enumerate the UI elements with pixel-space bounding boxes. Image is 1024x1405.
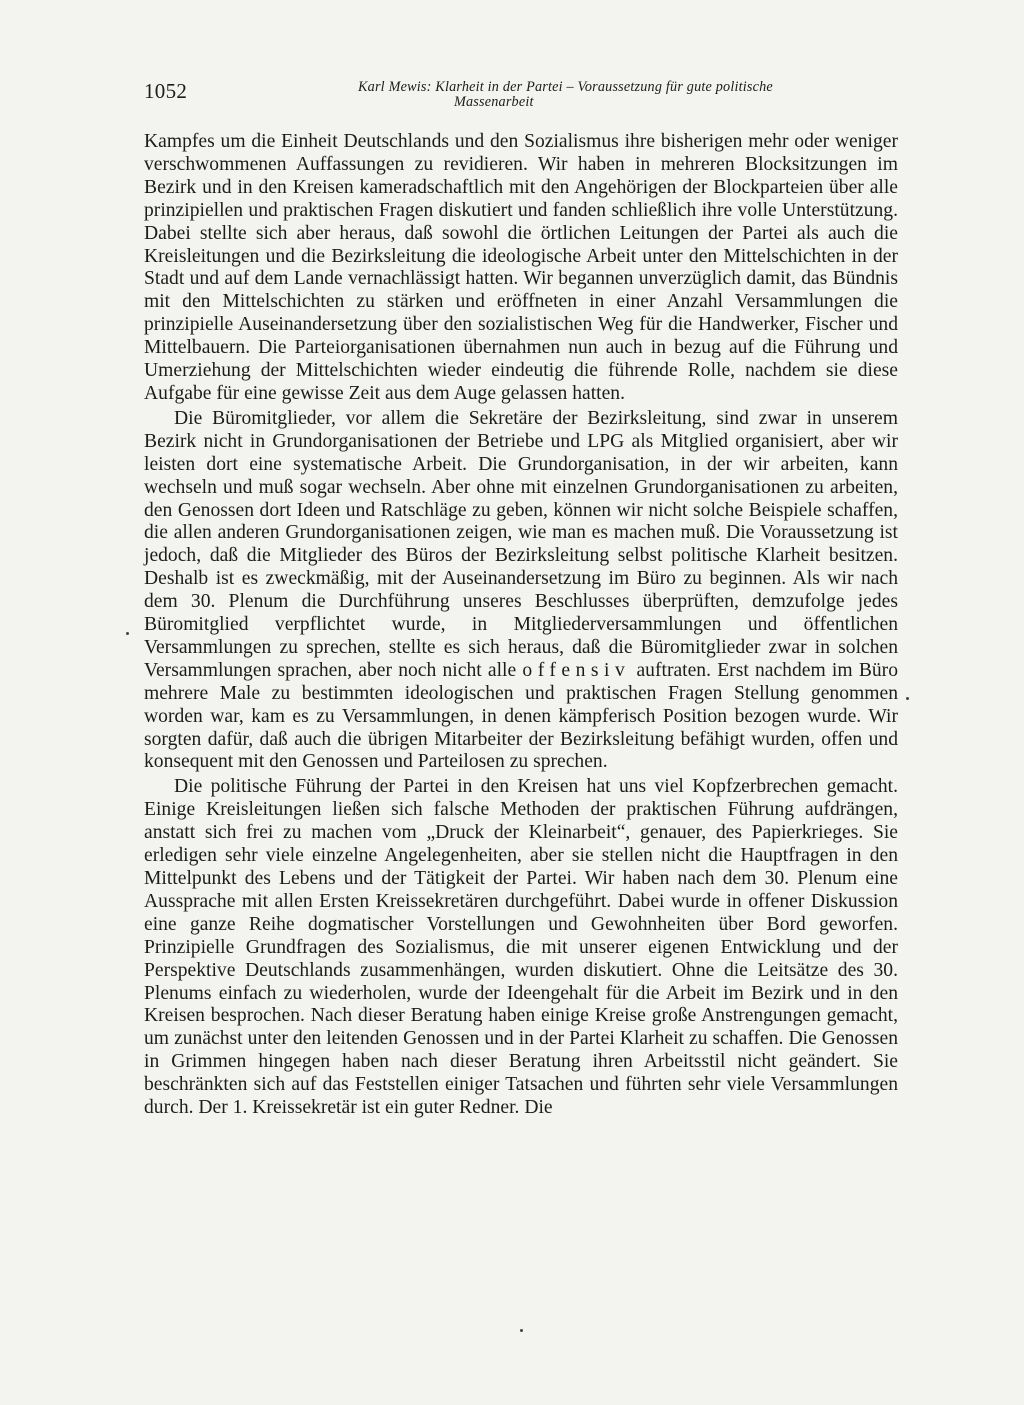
paragraph-3: Die politische Führung der Partei in den Kreisen hat uns viel Kopfzerbrechen gemacht. Einige Kreisleitungen ließen sich falsche Methoden der praktischen Führung aufdrängen, anstatt sich frei zu machen vom „Druck der Kleinarbeit“, genauer, des Papierkrieges. Sie erledigen sehr viele einzelne Angelegenheiten, aber sie stellen nicht die Hauptfragen in den Mittelpunkt des Lebens und der Tätigkeit der Partei. Wir haben nach dem 30. Plenum eine Aussprache mit allen Ersten Kreissekretären durchgeführt. Dabei wurde in offener Diskussion eine ganze Reihe dogmatischer Vorstellungen und Gewohnheiten über Bord geworfen. Prinzipielle Grundfragen des Sozialismus, die mit unserer eigenen Entwicklung und der Perspektive Deutschlands zusammenhängen, wurden diskutiert. Ohne die Leitsätze des 30. Plenums einfach zu wiederholen, wurde der Ideengehalt für die Arbeit im Bezirk und in den Kreisen besprochen. Nach dieser Beratung haben einige Kreise große Anstrengungen gemacht, um zunächst unter den leitenden Genossen und in der Partei Klarheit zu schaffen. Die Genossen in Grimmen hingegen haben nach dieser Beratung ihren Arbeitsstil nicht geändert. Sie beschränkten sich auf das Feststellen einiger Tatsachen und führten sehr viele Versammlungen durch. Der 1. Kreissekretär ist ein guter Redner. Die [144,776,898,1119]
running-head [358,80,898,110]
page-header [144,76,900,116]
running-head-line-1: Karl Mewis: Klarheit in der Partei – Voraussetzung für gute politische [358,79,773,95]
paragraph-2-after: auftraten. Erst nachdem im Büro mehrere Male zu bestimmten ideologischen und praktischen Fragen Stellung genommen worden war, kam es zu Versammlungen, in denen kämpferisch Position bezogen wurde. Wir sorgten dafür, daß auch die übrigen Mitarbeiter der Bezirksleitung befähigt wurden, offen und konsequent mit den Genossen und Parteilosen zu sprechen. [144,659,899,773]
paragraph-2-before: Die Büromitglieder, vor allem die Sekretäre der Bezirksleitung, sind zwar in unserem Bezirk nicht in Grundorganisationen der Betriebe und LPG als Mitglied organisiert, aber wir leisten dort eine systematische Arbeit. Die Grundorganisation, in der wir arbeiten, kann wechseln und muß sogar wechseln. Aber ohne mit einzelnen Grundorganisationen zu arbeiten, den Genossen dort Ideen und Ratschläge zu geben, können wir nicht solche Beispiele schaffen, die allen anderen Grundorganisationen zeigen, wie man es machen muß. Die Voraussetzung ist jedoch, daß die Mitglieder des Büros der Bezirksleitung selbst politische Klarheit besitzen. Deshalb ist es zweckmäßig, mit der Auseinandersetzung im Büro zu beginnen. Als wir nach dem 30. Plenum die Durchführung unseres Beschlusses überprüften, demzufolge jedes Büromitglied verpflichtet wurde, in Mitgliederversammlungen und öffentlichen Versammlungen zu sprechen, stellte es sich heraus, daß die Büromitglieder zwar in solchen Versammlungen sprachen, aber noch nicht alle [144,407,898,681]
page-number: 1052 [144,79,188,103]
emphasis-offensiv: offensiv [522,659,631,681]
scan-speck [126,632,129,635]
scan-speck [520,1329,523,1332]
paragraph-1: Kampfes um die Einheit Deutschlands und den Sozialismus ihre bisherigen mehr oder weniger verschwommenen Auffassungen zu revidieren. Wir haben in mehreren Blocksitzungen im Bezirk und in den Kreisen kameradschaftlich mit den Angehörigen der Blockparteien über alle prinzipiellen und praktischen Fragen diskutiert und fanden schließlich ihre volle Unterstützung. Dabei stellte sich aber heraus, daß sowohl die örtlichen Leitungen der Partei als auch die Kreisleitungen und die Bezirksleitung die ideologische Arbeit unter den Mittelschichten in der Stadt und auf dem Lande vernachlässigt hatten. Wir begannen unverzüglich damit, das Bündnis mit den Mittelschichten zu stärken und eröffneten in einer Anzahl Versammlungen die prinzipielle Auseinandersetzung über den sozialistischen Weg für die Handwerker, Fischer und Mittelbauern. Die Parteiorganisationen übernahmen nun auch in bezug auf die Führung und Umerziehung der Mittelschichten wieder eindeutig die führende Rolle, nachdem sie diese Aufgabe für eine gewisse Zeit aus dem Auge gelassen hatten. [144,131,898,404]
running-head-line-2: Massenarbeit [454,94,534,110]
body-text [144,131,898,1120]
paragraph-2 [144,408,898,775]
scan-speck [906,697,909,700]
